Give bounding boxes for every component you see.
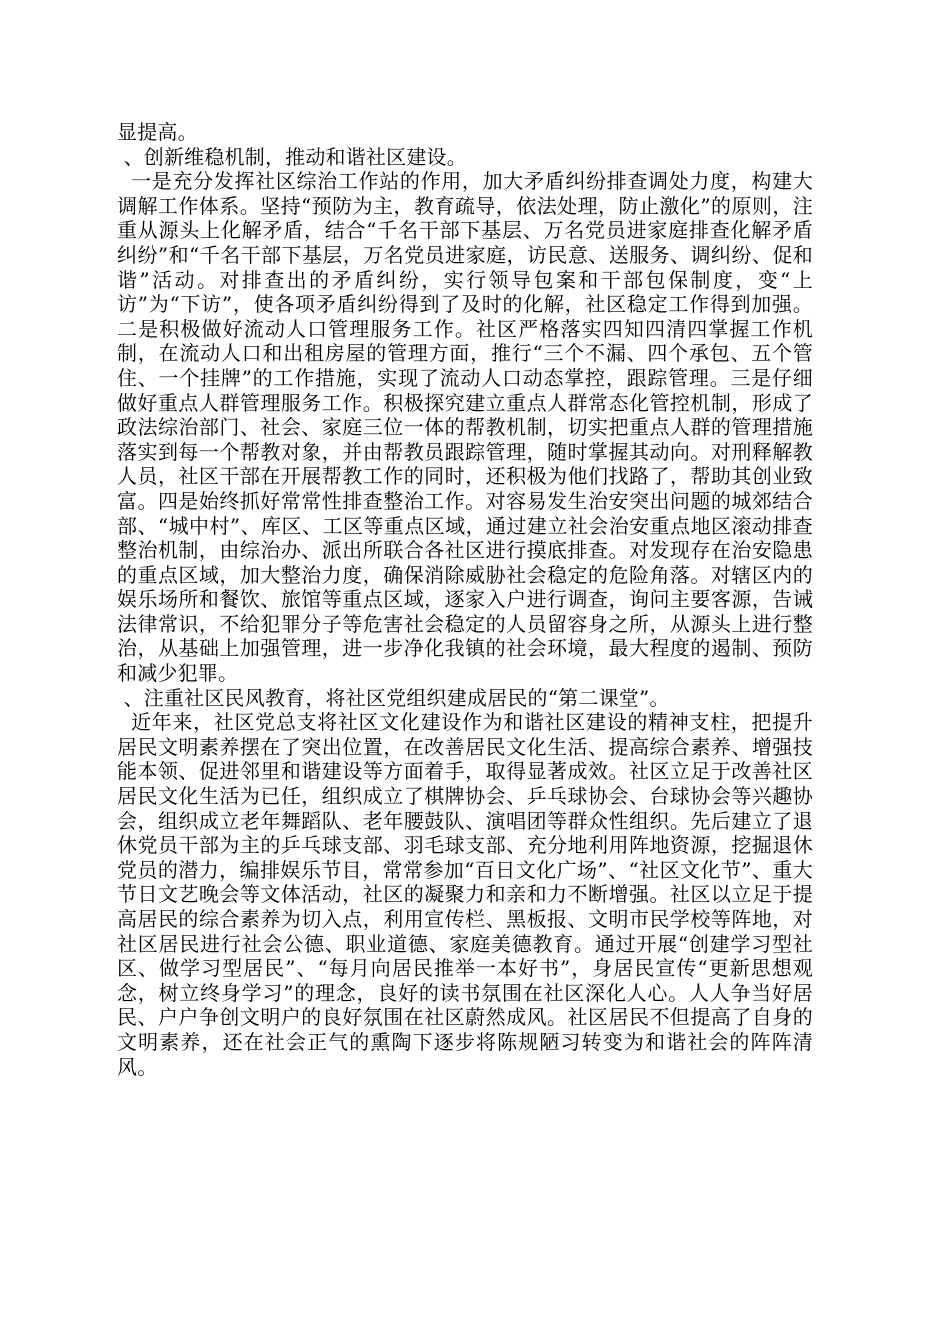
paragraph-civic-education-body: 近年来，社区党总支将社区文化建设作为和谐社区建设的精神支柱，把提升居民文明素养摆在了突出位置，在改善居民文化生活、提高综合素养、增强技能本领、促进邻里和谐建设等方面着手，取得显著成效。社区立足于改善社区居民文化生活为已任，组织成立了棋牌协会、乒乓球协会、台球协会等兴趣协会，组织成立老年舞蹈队、老年腰鼓队、演唱团等群众性组织。先后建立了退休党员干部为主的乒乓球支部、羽毛球支部、充分地利用阵地资源，挖掘退休党员的潜力，编排娱乐节目，常常参加“百日文化广场”、“社区文化节”、重大节日文艺晚会等文体活动，社区的凝聚力和亲和力不断增强。社区以立足于提高居民的综合素养为切入点，利用宣传栏、黑板报、文明市民学校等阵地，对社区居民进行社会公德、职业道德、家庭美德教育。通过开展“创建学习型社区、做学习型居民”、“每月向居民推举一本好书”，身居民宣传“更新思想观念，树立终身学习”的理念，良好的读书氛围在社区深化人心。人人争当好居民、户户争创文明户的良好氛围在社区蔚然成风。社区居民不但提高了自身的文明素养，还在社会正气的熏陶下逐步将陈规陋习转变为和谐社会的阵阵清风。 (117, 710, 813, 1079)
section-heading-stability: 、创新维稳机制，推动和谐社区建设。 (117, 144, 467, 169)
document-page (117, 120, 813, 1079)
paragraph-stability-body: 一是充分发挥社区综治工作站的作用，加大矛盾纠纷排查调处力度，构建大调解工作体系。坚持“预防为主，教育疏导，依法处理，防止激化”的原则，注重从源头上化解矛盾，结合“千名干部下基层、万名党员进家庭排查化解矛盾纠纷”和“千名干部下基层，万名党员进家庭，访民意、送服务、调纠纷、促和谐”活动。对排查出的矛盾纠纷，实行领导包案和干部包保制度，变“上访”为“下访”，使各项矛盾纠纷得到了及时的化解，社区稳定工作得到加强。二是积极做好流动人口管理服务工作。社区严格落实四知四清四掌握工作机制，在流动人口和出租房屋的管理方面，推行“三个不漏、四个承包、五个管住、一个挂牌”的工作措施，实现了流动人口动态掌控，跟踪管理。三是仔细做好重点人群管理服务工作。积极探究建立重点人群常态化管控机制，形成了政法综治部门、社会、家庭三位一体的帮教机制，切实把重点人群的管理措施落实到每一个帮教对象，并由帮教员跟踪管理，随时掌握其动向。对刑释解教人员，社区干部在开展帮教工作的同时，还积极为他们找路了，帮助其创业致富。四是始终抓好常常性排查整治工作。对容易发生治安突出问题的城郊结合部、“城中村”、库区、工区等重点区域，通过建立社会治安重点地区滚动排查整治机制，由综治办、派出所联合各社区进行摸底排查。对发现存在治安隐患的重点区域，加大整治力度，确保消除威胁社会稳定的危险角落。对辖区内的娱乐场所和餐饮、旅馆等重点区域，逐家入户进行调查，询问主要客源，告诫法律常识，不给犯罪分子等危害社会稳定的人员留容身之所，从源头上进行整治，从基础上加强管理，进一步净化我镇的社会环境，最大程度的遏制、预防和减少犯罪。 (117, 169, 813, 686)
paragraph-continuation: 显提高。 (117, 120, 198, 144)
section-heading-civic-education: 、注重社区民风教育，将社区党组织建成居民的“第二课堂”。 (117, 685, 670, 710)
